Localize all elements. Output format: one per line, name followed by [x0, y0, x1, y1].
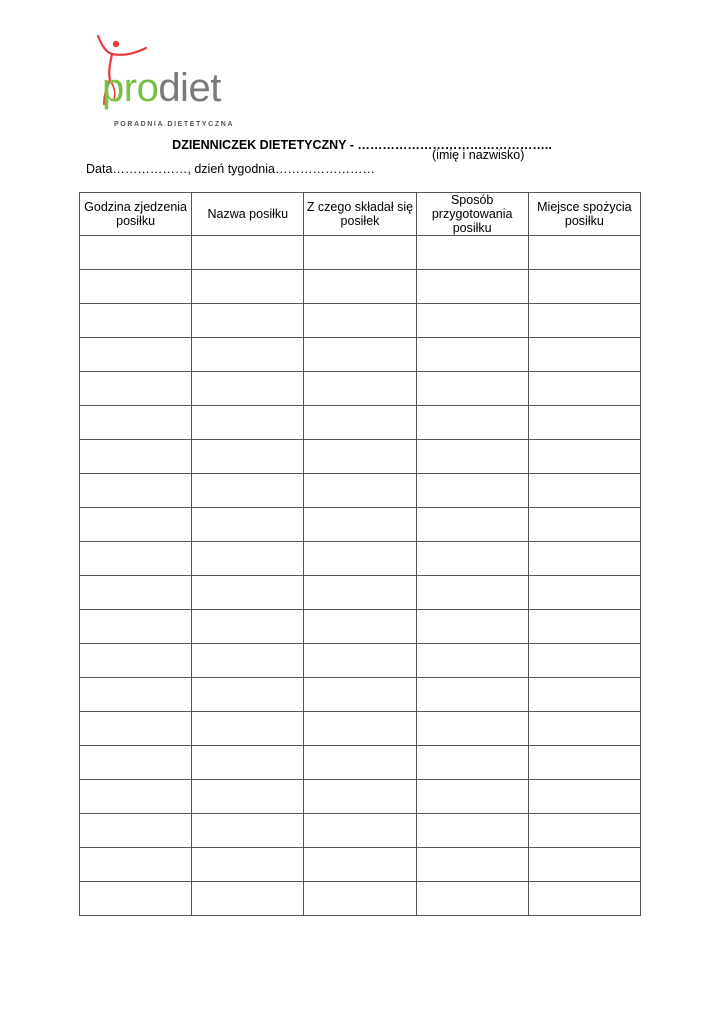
table-cell [304, 406, 416, 440]
table-cell [192, 372, 304, 406]
table-row [80, 814, 641, 848]
table-cell [192, 474, 304, 508]
table-cell [416, 338, 528, 372]
table-row [80, 372, 641, 406]
table-cell [304, 814, 416, 848]
table-body [80, 236, 641, 916]
table-cell [304, 474, 416, 508]
table-row [80, 712, 641, 746]
table-row [80, 576, 641, 610]
table-cell [192, 746, 304, 780]
table-cell [80, 406, 192, 440]
table-cell [304, 848, 416, 882]
table-cell [528, 678, 640, 712]
table-row [80, 678, 641, 712]
table-cell [304, 644, 416, 678]
table-cell [416, 882, 528, 916]
table-cell [192, 780, 304, 814]
table-cell [304, 304, 416, 338]
table-cell [528, 848, 640, 882]
table-cell [192, 848, 304, 882]
table-cell [528, 576, 640, 610]
table-cell [416, 236, 528, 270]
table-cell [416, 678, 528, 712]
table-cell [80, 236, 192, 270]
table-cell [192, 882, 304, 916]
table-cell [192, 644, 304, 678]
table-cell [304, 746, 416, 780]
table-cell [80, 474, 192, 508]
table-cell [192, 270, 304, 304]
table-cell [80, 746, 192, 780]
table-cell [416, 644, 528, 678]
table-cell [416, 474, 528, 508]
table-cell [80, 542, 192, 576]
column-header-meal-name: Nazwa posiłku [192, 193, 304, 236]
table-cell [80, 440, 192, 474]
table-cell [416, 440, 528, 474]
table-cell [528, 338, 640, 372]
table-cell [80, 814, 192, 848]
table-cell [304, 610, 416, 644]
column-header-time: Godzina zjedzenia posiłku [80, 193, 192, 236]
table-cell [80, 644, 192, 678]
column-header-preparation: Sposób przygotowania posiłku [416, 193, 528, 236]
table-cell [304, 236, 416, 270]
table-row [80, 780, 641, 814]
column-header-ingredients: Z czego składał się posiłek [304, 193, 416, 236]
table-row [80, 406, 641, 440]
table-cell [528, 406, 640, 440]
date-line: Data………………, dzień tygodnia…………………… [86, 162, 375, 176]
table-row [80, 236, 641, 270]
table-cell [80, 678, 192, 712]
table-cell [304, 338, 416, 372]
prodiet-logo [92, 30, 252, 128]
table-cell [80, 576, 192, 610]
table-cell [528, 508, 640, 542]
diary-table [79, 192, 641, 916]
table-cell [416, 848, 528, 882]
document-title: DZIENNICZEK DIETETYCZNY - ……………………………………….. [172, 138, 552, 152]
table-cell [416, 508, 528, 542]
table-cell [192, 542, 304, 576]
table-cell [192, 712, 304, 746]
table-cell [192, 610, 304, 644]
table-row [80, 270, 641, 304]
table-cell [80, 780, 192, 814]
table-cell [304, 678, 416, 712]
table-row [80, 882, 641, 916]
table-row [80, 338, 641, 372]
table-row [80, 542, 641, 576]
table-cell [192, 814, 304, 848]
table-cell [528, 474, 640, 508]
table-cell [528, 372, 640, 406]
table-cell [528, 780, 640, 814]
table-cell [416, 304, 528, 338]
table-row [80, 440, 641, 474]
table-cell [192, 406, 304, 440]
table-cell [528, 304, 640, 338]
table-cell [416, 542, 528, 576]
table-row [80, 848, 641, 882]
table-row [80, 644, 641, 678]
table-cell [304, 882, 416, 916]
table-cell [528, 746, 640, 780]
table-cell [80, 304, 192, 338]
table-cell [80, 338, 192, 372]
table-cell [528, 814, 640, 848]
table-cell [416, 746, 528, 780]
table-cell [192, 678, 304, 712]
table-cell [80, 610, 192, 644]
table-cell [304, 780, 416, 814]
table-cell [528, 644, 640, 678]
table-cell [80, 712, 192, 746]
table-cell [192, 440, 304, 474]
column-header-place: Miejsce spożycia posiłku [528, 193, 640, 236]
table-row [80, 746, 641, 780]
table-cell [304, 576, 416, 610]
brand-diet: diet [158, 66, 221, 110]
table-cell [80, 848, 192, 882]
table-cell [192, 304, 304, 338]
table-cell [304, 440, 416, 474]
table-cell [80, 508, 192, 542]
table-header-row [80, 193, 641, 236]
table-cell [304, 270, 416, 304]
table-cell [416, 610, 528, 644]
brand-wordmark [102, 68, 221, 108]
table-cell [192, 576, 304, 610]
table-cell [416, 372, 528, 406]
table-cell [416, 780, 528, 814]
table-cell [416, 270, 528, 304]
table-row [80, 508, 641, 542]
table-cell [528, 270, 640, 304]
table-cell [304, 542, 416, 576]
table-cell [192, 508, 304, 542]
table-cell [528, 712, 640, 746]
table-cell [192, 338, 304, 372]
table-cell [416, 814, 528, 848]
table-cell [528, 440, 640, 474]
name-caption: (imię i nazwisko) [432, 148, 525, 162]
table-cell [80, 372, 192, 406]
table-cell [528, 610, 640, 644]
table-row [80, 474, 641, 508]
table-cell [80, 882, 192, 916]
brand-subtitle: PORADNIA DIETETYCZNA [114, 121, 235, 128]
table-cell [304, 372, 416, 406]
brand-pro: pro [102, 66, 159, 110]
table-cell [80, 270, 192, 304]
table-cell [416, 712, 528, 746]
table-cell [416, 576, 528, 610]
table-cell [304, 712, 416, 746]
table-cell [528, 542, 640, 576]
table-cell [528, 882, 640, 916]
table-cell [304, 508, 416, 542]
table-row [80, 610, 641, 644]
table-cell [192, 236, 304, 270]
table-row [80, 304, 641, 338]
table-cell [528, 236, 640, 270]
table-cell [416, 406, 528, 440]
